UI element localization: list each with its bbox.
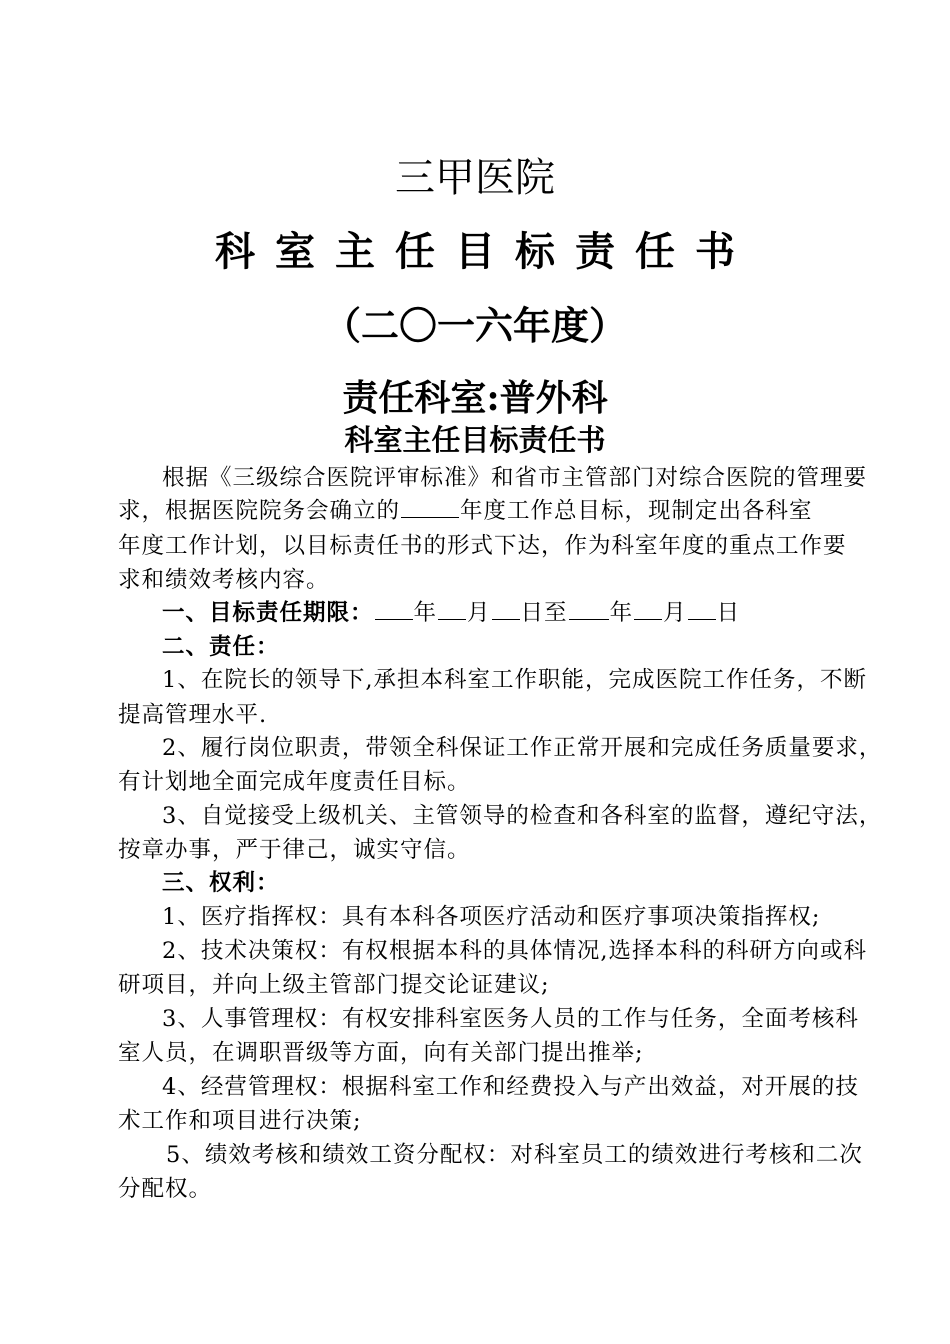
right-5-line-1: 5、绩效考核和绩效工资分配权：对科室员工的绩效进行考核和二次 xyxy=(166,1142,863,1168)
right-4-line-2: 术工作和项目进行决策; xyxy=(118,1108,362,1134)
rights-heading: 三、权利： xyxy=(162,870,280,896)
period-line xyxy=(162,597,740,630)
right-4-line-1: 4、经营管理权：根据科室工作和经费投入与产出效益，对开展的技 xyxy=(162,1074,859,1100)
responsible-department: 责任科室:普外科 xyxy=(342,377,608,419)
right-2-line-1: 2、技术决策权：有权根据本科的具体情况,选择本科的科研方向或科 xyxy=(162,938,867,964)
right-3-line-1: 3、人事管理权：有权安排科室医务人员的工作与任务，全面考核科 xyxy=(162,1006,859,1032)
right-5-line-2: 分配权。 xyxy=(118,1176,213,1202)
year-blank xyxy=(401,495,459,518)
right-3-line-2: 室人员，在调职晋级等方面，向有关部门提出推举; xyxy=(118,1040,644,1066)
right-1: 1、医疗指挥权：具有本科各项医疗活动和医疗事项决策指挥权; xyxy=(162,904,821,930)
intro-line-2-start: 求，根据医院院务会确立的 xyxy=(118,498,401,524)
start-day-blank xyxy=(492,597,520,620)
start-year-blank xyxy=(375,597,413,620)
document-title: 科室主任目标责任书 xyxy=(215,228,755,275)
intro-line-3: 年度工作计划，以目标责任书的形式下达，作为科室年度的重点工作要 xyxy=(118,533,847,559)
end-day-unit: 日 xyxy=(716,600,741,626)
end-year-blank xyxy=(569,597,609,620)
end-day-blank xyxy=(688,597,716,620)
start-month-blank xyxy=(438,597,466,620)
duties-heading: 二、责任： xyxy=(162,634,280,660)
end-year-unit: 年 xyxy=(609,600,634,626)
duty-2-line-2: 有计划地全面完成年度责任目标。 xyxy=(118,769,471,795)
right-2-line-2: 研项目，并向上级主管部门提交论证建议; xyxy=(118,972,550,998)
start-year-unit: 年 xyxy=(413,600,438,626)
intro-line-2-end: 年度工作总目标，现制定出各科室 xyxy=(460,498,813,524)
end-month-unit: 月 xyxy=(663,600,687,626)
start-day-unit: 日至 xyxy=(520,600,568,626)
intro-line-1: 根据《三级综合医院评审标准》和省市主管部门对综合医院的管理要 xyxy=(162,465,868,491)
end-month-blank xyxy=(634,597,662,620)
duty-1-line-2: 提高管理水平. xyxy=(118,702,268,728)
duty-3-line-2: 按章办事，严于律己，诚实守信。 xyxy=(118,837,471,863)
period-label: 一、目标责任期限： xyxy=(162,600,374,626)
duty-3-line-1: 3、自觉接受上级机关、主管领导的检查和各科室的监督，遵纪守法， xyxy=(162,803,883,829)
document-year: （二〇一六年度） xyxy=(322,303,627,348)
hospital-title: 三甲医院 xyxy=(395,155,555,201)
duty-2-line-1: 2、履行岗位职责，带领全科保证工作正常开展和完成任务质量要求， xyxy=(162,735,883,761)
intro-line-4: 求和绩效考核内容。 xyxy=(118,567,330,593)
document-subtitle: 科室主任目标责任书 xyxy=(344,423,606,457)
duty-1-line-1: 1、在院长的领导下,承担本科室工作职能，完成医院工作任务，不断 xyxy=(162,667,867,693)
intro-line-2 xyxy=(118,495,813,528)
start-month-unit: 月 xyxy=(467,600,491,626)
